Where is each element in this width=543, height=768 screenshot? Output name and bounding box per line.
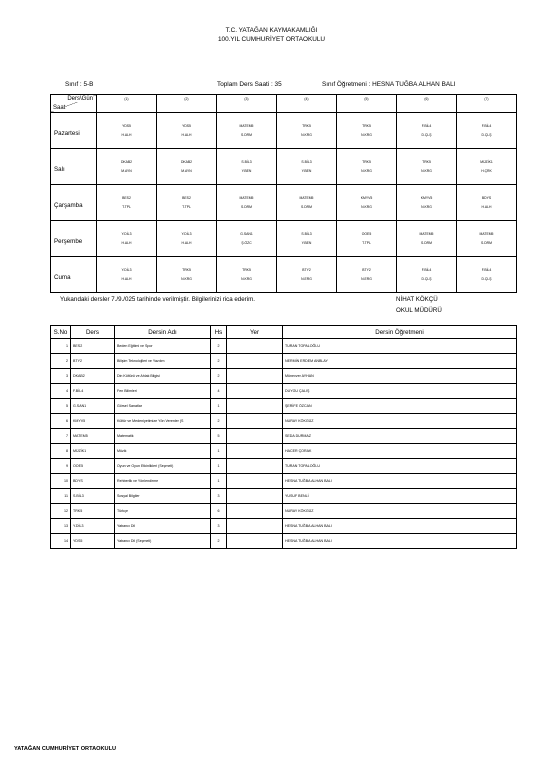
col-header-place: Yer bbox=[227, 326, 283, 339]
period-number: (5) bbox=[364, 97, 369, 101]
course-row bbox=[51, 459, 517, 474]
lesson-code: F.BİL4 bbox=[481, 124, 492, 128]
course-teacher: HESNA TUĞBA ALHAN BALI bbox=[283, 534, 517, 549]
lesson-cell bbox=[277, 113, 337, 149]
lesson-cell bbox=[157, 257, 217, 293]
period-number: (2) bbox=[184, 97, 189, 101]
course-teacher: SEDA DURMAZ bbox=[283, 429, 517, 444]
principal-name: NİHAT KÖKÇÜ bbox=[396, 296, 438, 303]
lesson-teacher: N.KRG bbox=[301, 133, 312, 137]
lesson-code: DKAB2 bbox=[120, 160, 133, 164]
lesson-cell bbox=[157, 149, 217, 185]
lesson-code: MATEM5 bbox=[239, 196, 254, 200]
lesson-teacher: Y.BEN bbox=[301, 241, 312, 245]
lesson-code: MATEM5 bbox=[299, 196, 314, 200]
course-no: 10 bbox=[51, 474, 71, 489]
course-code: BTY2 bbox=[71, 354, 115, 369]
class-teacher-label: Sınıf Öğretmeni : HESNA TUĞBA ALHAN BALI bbox=[322, 81, 456, 88]
col-header-name: Dersin Adı bbox=[115, 326, 211, 339]
lesson-cell bbox=[457, 257, 517, 293]
lesson-teacher: H.ALH bbox=[181, 241, 192, 245]
course-hours: 2 bbox=[211, 354, 227, 369]
lesson-teacher: N.ERG bbox=[361, 277, 372, 281]
lesson-cell bbox=[397, 257, 457, 293]
course-hours: 2 bbox=[211, 369, 227, 384]
schedule-corner bbox=[51, 95, 97, 113]
notice-text: Yukarıdaki dersler 7./9./025 tarihinde verilmiştir. Bilgilerinizi rica ederim. bbox=[60, 296, 255, 303]
lesson-cell bbox=[397, 221, 457, 257]
col-header-no: S.No bbox=[51, 326, 71, 339]
day-label-cell bbox=[51, 113, 97, 149]
lesson-cell bbox=[157, 221, 217, 257]
day-label-cell bbox=[51, 185, 97, 221]
course-hours: 3 bbox=[211, 519, 227, 534]
period-header bbox=[337, 95, 397, 113]
course-row bbox=[51, 369, 517, 384]
lesson-teacher: H.ÇRK bbox=[481, 169, 492, 173]
course-row bbox=[51, 399, 517, 414]
lesson-cell bbox=[457, 221, 517, 257]
lesson-teacher: N.KRG bbox=[421, 205, 432, 209]
lesson-cell bbox=[157, 113, 217, 149]
course-code: KMYV5 bbox=[71, 414, 115, 429]
lesson-code: F.BİL4 bbox=[481, 268, 492, 272]
period-header bbox=[97, 95, 157, 113]
lesson-code: OOE5 bbox=[361, 232, 372, 236]
course-no: 7 bbox=[51, 429, 71, 444]
class-label: Sınıf : 5-B bbox=[65, 81, 94, 88]
lesson-cell bbox=[97, 257, 157, 293]
lesson-cell bbox=[97, 113, 157, 149]
lesson-code: MÜZİK1 bbox=[480, 160, 493, 164]
course-code: MÜZİK1 bbox=[71, 444, 115, 459]
lesson-code: TRK5 bbox=[362, 160, 371, 164]
course-place bbox=[227, 519, 283, 534]
weekly-schedule-grid bbox=[50, 94, 517, 293]
course-no: 9 bbox=[51, 459, 71, 474]
lesson-teacher: D.ÇLŞ bbox=[481, 277, 492, 281]
lesson-cell bbox=[97, 221, 157, 257]
lesson-teacher: T.TPL bbox=[122, 205, 131, 209]
course-no: 14 bbox=[51, 534, 71, 549]
lesson-teacher: Y.BEN bbox=[241, 169, 252, 173]
course-name: Görsel Sanatlar bbox=[115, 399, 211, 414]
lesson-teacher: D.ÇLŞ bbox=[421, 133, 432, 137]
lesson-cell bbox=[97, 149, 157, 185]
course-hours: 5 bbox=[211, 429, 227, 444]
period-header bbox=[277, 95, 337, 113]
period-number: (4) bbox=[304, 97, 309, 101]
lesson-code: MATEM5 bbox=[419, 232, 434, 236]
school-name-title: 100.YIL CUMHURİYET ORTAOKULU bbox=[217, 36, 325, 43]
lesson-code: Y.DİL3 bbox=[121, 232, 132, 236]
course-place bbox=[227, 399, 283, 414]
lesson-teacher: S.DRM bbox=[481, 241, 492, 245]
course-hours: 1 bbox=[211, 444, 227, 459]
lesson-cell bbox=[217, 185, 277, 221]
lesson-code: S.BİL3 bbox=[301, 160, 312, 164]
course-teacher: HESNA TUĞBA ALHAN BALI bbox=[283, 474, 517, 489]
course-hours: 1 bbox=[211, 399, 227, 414]
lesson-cell bbox=[337, 149, 397, 185]
course-code: Y.DİL3 bbox=[71, 519, 115, 534]
course-no: 1 bbox=[51, 339, 71, 354]
course-row bbox=[51, 534, 517, 549]
course-teacher: ŞERİFE ÖZCAN bbox=[283, 399, 517, 414]
course-no: 13 bbox=[51, 519, 71, 534]
period-number: (1) bbox=[124, 97, 129, 101]
course-name: Yabancı Dil bbox=[115, 519, 211, 534]
course-row bbox=[51, 504, 517, 519]
lesson-teacher: N.KRG bbox=[421, 169, 432, 173]
course-name: Oyun ve Oyun Etkinlikleri (Seçmeli) bbox=[115, 459, 211, 474]
day-label-cell bbox=[51, 257, 97, 293]
course-name: Bilişim Teknolojileri ve Yazılım bbox=[115, 354, 211, 369]
col-header-hours: Hs bbox=[211, 326, 227, 339]
lesson-cell bbox=[217, 221, 277, 257]
course-code: BES2 bbox=[71, 339, 115, 354]
course-place bbox=[227, 369, 283, 384]
lesson-code: TRK5 bbox=[182, 268, 191, 272]
course-code: OOE5 bbox=[71, 459, 115, 474]
course-row bbox=[51, 474, 517, 489]
lesson-teacher: H.ALH bbox=[121, 277, 132, 281]
lesson-teacher: H.ALH bbox=[121, 241, 132, 245]
course-code: DKAB2 bbox=[71, 369, 115, 384]
lesson-cell bbox=[277, 221, 337, 257]
course-place bbox=[227, 489, 283, 504]
course-name: Yabancı Dil (Seçmeli) bbox=[115, 534, 211, 549]
lesson-cell bbox=[337, 113, 397, 149]
principal-title: OKUL MÜDÜRÜ bbox=[396, 307, 442, 314]
lesson-cell bbox=[277, 149, 337, 185]
course-hours: 3 bbox=[211, 489, 227, 504]
course-list-table bbox=[50, 325, 517, 549]
lesson-code: F.BİL4 bbox=[421, 124, 432, 128]
course-no: 6 bbox=[51, 414, 71, 429]
lesson-code: KMYV5 bbox=[420, 196, 433, 200]
course-row bbox=[51, 444, 517, 459]
course-teacher: HESNA TUĞBA ALHAN BALI bbox=[283, 519, 517, 534]
day-name: Salı bbox=[54, 166, 65, 173]
course-place bbox=[227, 339, 283, 354]
lesson-teacher: N.ERG bbox=[301, 277, 312, 281]
course-hours: 2 bbox=[211, 414, 227, 429]
course-code: S.BİL3 bbox=[71, 489, 115, 504]
lesson-teacher: H.ALH bbox=[481, 205, 492, 209]
course-hours: 6 bbox=[211, 504, 227, 519]
course-row bbox=[51, 519, 517, 534]
lesson-code: BES2 bbox=[182, 196, 191, 200]
course-no: 12 bbox=[51, 504, 71, 519]
course-teacher: HACER ÇORAK bbox=[283, 444, 517, 459]
lesson-code: TRK5 bbox=[242, 268, 251, 272]
lesson-teacher: H.ALH bbox=[121, 133, 132, 137]
lesson-code: G.SAN1 bbox=[240, 232, 253, 236]
lesson-code: TRK5 bbox=[302, 124, 311, 128]
lesson-teacher: H.ALH bbox=[181, 133, 192, 137]
lesson-cell bbox=[397, 149, 457, 185]
lesson-teacher: T.TPL bbox=[182, 205, 191, 209]
course-no: 3 bbox=[51, 369, 71, 384]
course-row bbox=[51, 429, 517, 444]
lesson-code: BDYS bbox=[481, 196, 492, 200]
period-number: (6) bbox=[424, 97, 429, 101]
course-table-header bbox=[51, 326, 517, 339]
lesson-teacher: N.KRG bbox=[241, 277, 252, 281]
period-number: (3) bbox=[244, 97, 249, 101]
course-no: 2 bbox=[51, 354, 71, 369]
day-label-cell bbox=[51, 149, 97, 185]
lesson-code: DKAB2 bbox=[180, 160, 193, 164]
lesson-teacher: T.TPL bbox=[362, 241, 371, 245]
lesson-teacher: N.KRG bbox=[361, 169, 372, 173]
lesson-cell bbox=[277, 185, 337, 221]
period-header bbox=[157, 95, 217, 113]
col-header-teacher: Dersin Öğretmeni bbox=[283, 326, 517, 339]
corner-day-label: Ders\Gün bbox=[67, 96, 93, 102]
lesson-teacher: S.DRM bbox=[301, 205, 312, 209]
lesson-cell bbox=[457, 185, 517, 221]
course-name: Müzik bbox=[115, 444, 211, 459]
course-code: MATEM5 bbox=[71, 429, 115, 444]
lesson-code: BTY2 bbox=[302, 268, 311, 272]
lesson-code: TRK5 bbox=[422, 160, 431, 164]
corner-hour-label: Saat bbox=[53, 105, 66, 111]
footer-school-name: YATAĞAN CUMHURİYET ORTAOKULU bbox=[14, 746, 117, 752]
lesson-teacher: N.KRG bbox=[181, 277, 192, 281]
course-teacher: Münevver AYHAN bbox=[283, 369, 517, 384]
course-teacher: TURAN TOPALOĞLU bbox=[283, 339, 517, 354]
course-name: Din Kültürü ve Ahlak Bilgisi bbox=[115, 369, 211, 384]
course-name: Kültür ve Medeniyetimize Yön Verenler (S bbox=[115, 414, 211, 429]
course-no: 4 bbox=[51, 384, 71, 399]
day-name: Pazartesi bbox=[54, 130, 80, 137]
period-header bbox=[457, 95, 517, 113]
lesson-cell bbox=[457, 149, 517, 185]
total-hours-label: Toplam Ders Saati : 35 bbox=[217, 81, 282, 88]
course-teacher: TURAN TOPALOĞLU bbox=[283, 459, 517, 474]
lesson-cell bbox=[337, 185, 397, 221]
lesson-cell bbox=[217, 113, 277, 149]
course-hours: 2 bbox=[211, 339, 227, 354]
col-header-code: Ders bbox=[71, 326, 115, 339]
course-teacher: DUYGU ÇALIŞ bbox=[283, 384, 517, 399]
course-place bbox=[227, 459, 283, 474]
course-name: Fen Bilimleri bbox=[115, 384, 211, 399]
lesson-code: KMYV5 bbox=[360, 196, 373, 200]
course-hours: 2 bbox=[211, 534, 227, 549]
lesson-cell bbox=[157, 185, 217, 221]
course-place bbox=[227, 429, 283, 444]
lesson-cell bbox=[337, 221, 397, 257]
lesson-cell bbox=[397, 185, 457, 221]
lesson-code: S.BİL3 bbox=[241, 160, 252, 164]
lesson-cell bbox=[277, 257, 337, 293]
course-name: Türkçe bbox=[115, 504, 211, 519]
course-teacher: NERMİN ERDEM ANBLAY bbox=[283, 354, 517, 369]
course-name: Beden Eğitimi ve Spor bbox=[115, 339, 211, 354]
lesson-teacher: N.KRG bbox=[361, 133, 372, 137]
course-teacher: NURAY KÖKGÜZ bbox=[283, 504, 517, 519]
course-place bbox=[227, 444, 283, 459]
lesson-code: MATEM5 bbox=[479, 232, 494, 236]
course-name: Matematik bbox=[115, 429, 211, 444]
course-place bbox=[227, 354, 283, 369]
lesson-teacher: M.AYN bbox=[181, 169, 192, 173]
course-place bbox=[227, 384, 283, 399]
course-name: Rehberlik ve Yönlendirme bbox=[115, 474, 211, 489]
lesson-cell bbox=[217, 149, 277, 185]
lesson-cell bbox=[337, 257, 397, 293]
day-name: Perşembe bbox=[54, 238, 83, 245]
period-number: (7) bbox=[484, 97, 489, 101]
course-code: TRK5 bbox=[71, 504, 115, 519]
course-teacher: YUSUF BENLİ bbox=[283, 489, 517, 504]
period-header bbox=[397, 95, 457, 113]
lesson-code: Y.DİL3 bbox=[121, 268, 132, 272]
period-header bbox=[217, 95, 277, 113]
lesson-code: YDS5 bbox=[122, 124, 131, 128]
lesson-teacher: S.DRM bbox=[421, 241, 432, 245]
course-row bbox=[51, 489, 517, 504]
lesson-code: TRK5 bbox=[362, 124, 371, 128]
course-place bbox=[227, 474, 283, 489]
lesson-teacher: S.DRM bbox=[241, 133, 252, 137]
course-place bbox=[227, 504, 283, 519]
course-row bbox=[51, 339, 517, 354]
lesson-code: YDS5 bbox=[182, 124, 191, 128]
lesson-code: BTY2 bbox=[362, 268, 371, 272]
lesson-teacher: M.AYN bbox=[121, 169, 132, 173]
course-no: 8 bbox=[51, 444, 71, 459]
course-hours: 1 bbox=[211, 474, 227, 489]
course-code: BDYS bbox=[71, 474, 115, 489]
course-name: Sosyal Bilgiler bbox=[115, 489, 211, 504]
day-label-cell bbox=[51, 221, 97, 257]
lesson-code: BES2 bbox=[122, 196, 131, 200]
course-hours: 4 bbox=[211, 384, 227, 399]
lesson-cell bbox=[457, 113, 517, 149]
day-name: Cuma bbox=[54, 274, 71, 281]
course-code: F.BİL4 bbox=[71, 384, 115, 399]
lesson-teacher: S.DRM bbox=[241, 205, 252, 209]
course-hours: 1 bbox=[211, 459, 227, 474]
lesson-code: F.BİL4 bbox=[421, 268, 432, 272]
course-row bbox=[51, 354, 517, 369]
course-no: 11 bbox=[51, 489, 71, 504]
lesson-teacher: Ş.ÖZC bbox=[241, 241, 252, 245]
school-authority-title: T.C. YATAĞAN KAYMAKAMLIĞI bbox=[225, 27, 318, 34]
course-row bbox=[51, 414, 517, 429]
lesson-teacher: D.ÇLŞ bbox=[481, 133, 492, 137]
lesson-code: MATEM5 bbox=[239, 124, 254, 128]
lesson-cell bbox=[97, 185, 157, 221]
course-no: 5 bbox=[51, 399, 71, 414]
course-row bbox=[51, 384, 517, 399]
course-place bbox=[227, 534, 283, 549]
lesson-code: S.BİL3 bbox=[301, 232, 312, 236]
lesson-code: Y.DİL3 bbox=[181, 232, 192, 236]
lesson-teacher: Y.BEN bbox=[301, 169, 312, 173]
course-code: YDS5 bbox=[71, 534, 115, 549]
lesson-cell bbox=[397, 113, 457, 149]
course-code: G.SAN1 bbox=[71, 399, 115, 414]
lesson-cell bbox=[217, 257, 277, 293]
lesson-teacher: N.KRG bbox=[361, 205, 372, 209]
course-teacher: NURAY KÖKGÜZ bbox=[283, 414, 517, 429]
lesson-teacher: D.ÇLŞ bbox=[421, 277, 432, 281]
day-name: Çarşamba bbox=[54, 202, 83, 209]
course-place bbox=[227, 414, 283, 429]
